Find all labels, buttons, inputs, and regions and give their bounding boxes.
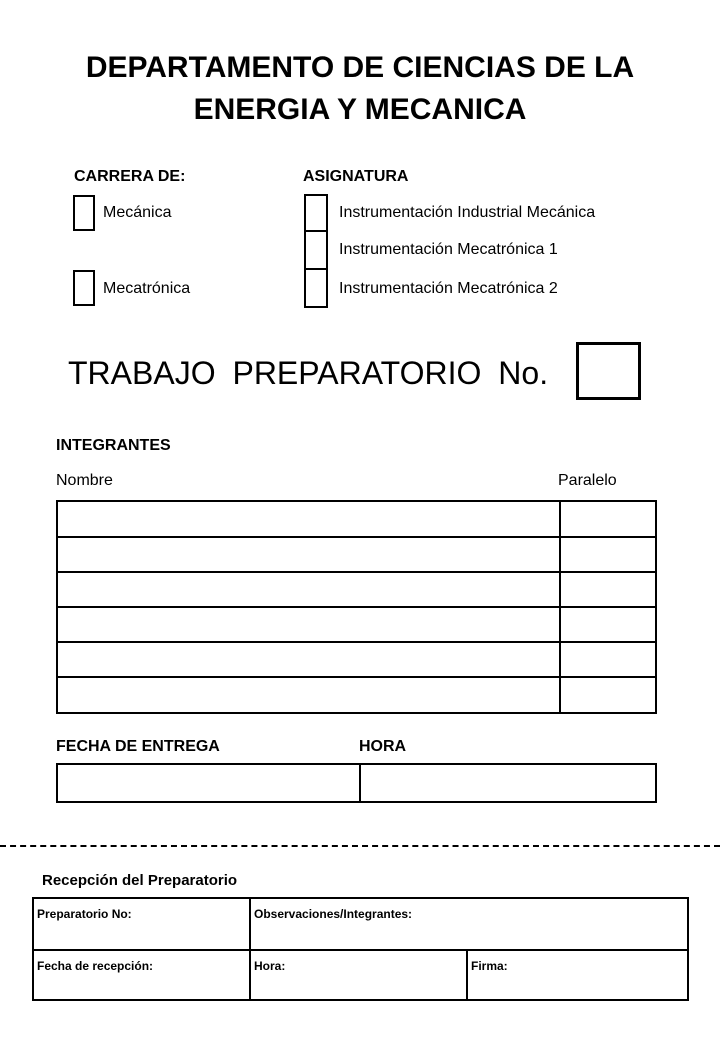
hora-field[interactable] (360, 764, 656, 802)
table-row (57, 677, 656, 713)
paralelo-cell[interactable] (560, 642, 656, 677)
table-row (57, 642, 656, 677)
asignatura-checkbox-3[interactable] (304, 268, 328, 308)
nombre-column-header: Nombre (56, 472, 113, 489)
cut-line-divider (0, 845, 720, 847)
paralelo-cell[interactable] (560, 607, 656, 642)
firma-cell[interactable] (467, 950, 688, 1000)
integrantes-label: INTEGRANTES (56, 437, 171, 454)
table-row (57, 572, 656, 607)
nombre-cell[interactable] (57, 607, 560, 642)
nombre-cell[interactable] (57, 677, 560, 713)
fecha-recepcion-cell[interactable] (33, 950, 250, 1000)
asignatura-checkbox-1[interactable] (304, 194, 328, 232)
mecanica-label: Mecánica (103, 204, 172, 221)
asignatura-option-1: Instrumentación Industrial Mecánica (339, 204, 596, 221)
paralelo-cell[interactable] (560, 537, 656, 572)
firma-label: Firma: (471, 959, 508, 973)
table-row (57, 764, 656, 802)
paralelo-cell[interactable] (560, 501, 656, 537)
fecha-entrega-label: FECHA DE ENTREGA (56, 738, 220, 755)
mecatronica-checkbox[interactable] (73, 270, 95, 306)
asignatura-label: ASIGNATURA (303, 168, 409, 185)
nombre-cell[interactable] (57, 572, 560, 607)
table-row (57, 537, 656, 572)
fecha-recepcion-label: Fecha de recepción: (37, 959, 154, 973)
paralelo-cell[interactable] (560, 572, 656, 607)
asignatura-option-2: Instrumentación Mecatrónica 1 (339, 241, 558, 258)
nombre-cell[interactable] (57, 501, 560, 537)
mecanica-checkbox[interactable] (73, 195, 95, 231)
trabajo-preparatorio-label: TRABAJO PREPARATORIO No. (68, 355, 549, 391)
preparatorio-no-label: Preparatorio No: (37, 907, 132, 921)
hora-label: HORA (359, 738, 407, 755)
asignatura-checkbox-2[interactable] (304, 230, 328, 270)
paralelo-cell[interactable] (560, 677, 656, 713)
page-title-line-2: ENERGIA Y MECANICA (193, 93, 527, 126)
nombre-cell[interactable] (57, 642, 560, 677)
integrantes-table (56, 500, 657, 714)
carrera-label: CARRERA DE: (74, 168, 186, 185)
table-row (57, 607, 656, 642)
table-row (33, 898, 688, 950)
nombre-cell[interactable] (57, 537, 560, 572)
preparatorio-number-box[interactable] (576, 342, 641, 400)
table-row (33, 950, 688, 1000)
asignatura-option-3: Instrumentación Mecatrónica 2 (339, 280, 558, 297)
preparatorio-no-cell[interactable] (33, 898, 250, 950)
mecatronica-label: Mecatrónica (103, 280, 191, 297)
recepcion-title: Recepción del Preparatorio (42, 872, 238, 889)
hora-recepcion-label: Hora: (254, 959, 286, 973)
paralelo-column-header: Paralelo (558, 472, 617, 489)
entrega-table (56, 763, 657, 803)
fecha-entrega-field[interactable] (57, 764, 360, 802)
observaciones-label: Observaciones/Integrantes: (254, 907, 413, 921)
hora-recepcion-cell[interactable] (250, 950, 467, 1000)
observaciones-cell[interactable] (250, 898, 688, 950)
page-title-line-1: DEPARTAMENTO DE CIENCIAS DE LA (85, 51, 635, 84)
recepcion-table (32, 897, 689, 1001)
table-row (57, 501, 656, 537)
